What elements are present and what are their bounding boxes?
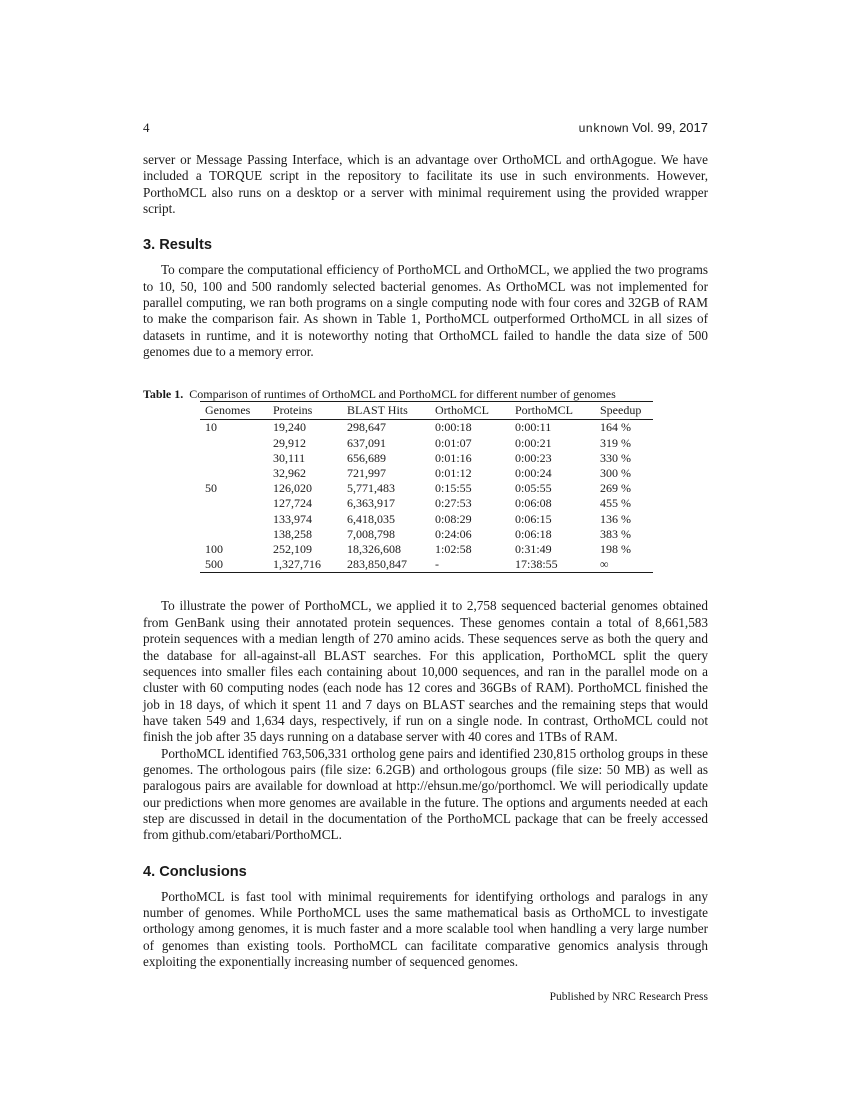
table-cell [200, 451, 268, 466]
table-row [200, 512, 653, 527]
table-cell: 252,109 [273, 542, 312, 557]
table-cell: 0:01:12 [435, 466, 472, 481]
table-cell: 127,724 [273, 496, 312, 511]
table-cell: 7,008,798 [347, 526, 395, 541]
col-speedup: Speedup [595, 402, 653, 420]
table-cell: 0:24:06 [435, 526, 472, 541]
table-cell: 18,326,608 [347, 542, 401, 557]
col-porthomcl: PorthoMCL [510, 402, 595, 420]
table-cell: 0:01:07 [435, 435, 472, 450]
table-cell: 0:01:16 [435, 450, 472, 465]
table-cell: 637,091 [347, 435, 386, 450]
table-row [200, 420, 653, 436]
table-body [200, 420, 653, 573]
table-cell: 0:15:55 [435, 481, 472, 496]
table-cell [200, 496, 268, 511]
table-cell: 319 % [600, 435, 631, 450]
table-cell: 1,327,716 [268, 557, 342, 573]
page-number: 4 [143, 120, 150, 135]
table-cell: 50 [205, 481, 217, 496]
table-cell: 0:06:18 [515, 526, 552, 541]
table-cell: 198 % [600, 542, 631, 557]
table-row [200, 481, 653, 496]
journal-volume: Vol. 99, 2017 [632, 120, 708, 135]
table-cell: - [430, 557, 510, 573]
table-cell: 6,418,035 [347, 511, 395, 526]
table-cell: 1:02:58 [435, 542, 472, 557]
table-cell: 656,689 [347, 450, 386, 465]
table-cell: 100 [205, 542, 223, 557]
table-cell: 164 % [600, 420, 631, 435]
table-cell: 0:31:49 [515, 542, 552, 557]
table-cell: 721,997 [347, 466, 386, 481]
table-cell [200, 436, 268, 451]
table-row [200, 496, 653, 511]
results-paragraph-2: To illustrate the power of PorthoMCL, we applied it to 2,758 sequenced bacterial genomes obtained from GenBank using their annotated protein sequences. These genomes contain a total of 8,661,583 protein sequences with a median length of 270 amino acids. These sequences serve as both the query and the database for all-against-all BLAST searches. For this application, PorthoMCL split the query sequences into smaller files each containing about 10,000 sequences, and ran in the parallel mode on a cluster with 60 computing nodes (each node has 12 cores and 36GBs of RAM). PorthoMCL finished the job in 18 days, of which it spent 11 and 7 days on BLAST searches and the remaining steps that would have taken 549 and 1,634 days, respectively, if run on a single node. In contrast, OrthoMCL could not finish the job after 35 days running on a database server with 40 cores and 1TBs of RAM. [143, 598, 708, 745]
table-cell: 0:00:18 [435, 420, 472, 435]
table-cell: 17:38:55 [510, 557, 595, 573]
table-cell: 126,020 [273, 481, 312, 496]
col-orthomcl: OrthoMCL [430, 402, 510, 420]
page-header [143, 120, 708, 138]
table-cell: 0:06:15 [515, 511, 552, 526]
table-cell: 283,850,847 [342, 557, 430, 573]
col-blast-hits: BLAST Hits [342, 402, 430, 420]
table-cell: 133,974 [273, 511, 312, 526]
table-cell: 6,363,917 [347, 496, 395, 511]
table-cell: 298,647 [347, 420, 386, 435]
intro-paragraph: server or Message Passing Interface, which is an advantage over OrthoMCL and orthAgogue. We have included a TORQUE script in the repository to facilitate its use in such environments. However, PorthoMCL also runs on a desktop or a server with minimal requirement using the provided wrapper script. [143, 152, 708, 217]
results-paragraph-3: PorthoMCL identified 763,506,331 ortholog gene pairs and identified 230,815 ortholog groups in these genomes. The orthologous pairs (file size: 6.2GB) and orthologous groups (file size: 50 MB) as well as paralogous pairs are available for download at http://ehsun.me/go/porthomcl. We will periodically update our predictions when more genomes are available in the future. The options and arguments needed at each step are discussed in detail in the documentation of the PorthoMCL package that can be freely accessed from github.com/etabari/PorthoMCL. [143, 745, 708, 843]
table-row [200, 527, 653, 542]
publisher-footer: Published by NRC Research Press [549, 991, 708, 1003]
table-row [200, 436, 653, 451]
table-header-row [200, 402, 653, 420]
page-content [143, 152, 708, 970]
table-cell: 0:05:55 [515, 481, 552, 496]
table-row [200, 557, 653, 573]
conclusions-heading: 4. Conclusions [143, 863, 247, 880]
table-cell: 383 % [600, 526, 631, 541]
conclusions-paragraph: PorthoMCL is fast tool with minimal requirements for identifying orthologs and paralogs in any number of genomes. While PorthoMCL uses the same mathematical basis as OrthoMCL to investigate orthology among genomes, it is much faster and a more scalable tool when handling a very large number of genomes than existing tools. PorthoMCL can facilitate comparative genomics analysis through exploiting the exponentially increasing number of sequenced genomes. [143, 888, 708, 969]
table-cell: 29,912 [273, 435, 306, 450]
table-cell: 138,258 [273, 526, 312, 541]
table-cell: 10 [205, 420, 217, 435]
col-proteins: Proteins [268, 402, 342, 420]
table-cell: 330 % [600, 450, 631, 465]
table-cell: 455 % [600, 496, 631, 511]
table-caption-text: Comparison of runtimes of OrthoMCL and PorthoMCL for different number of genomes [189, 387, 616, 402]
results-paragraph-1: To compare the computational efficiency of PorthoMCL and OrthoMCL, we applied the two programs to 10, 50, 100 and 500 randomly selected bacterial genomes. As OrthoMCL was not implemented for parallel computing, we ran both programs on a single computing node with four cores and 32GB of RAM to make the comparison fair. As shown in Table 1, PorthoMCL outperformed OrthoMCL in all sizes of datasets in runtime, and it is noteworthy noting that OrthoMCL failed to handle the data size of 500 genomes due to a memory error. [143, 262, 708, 360]
table-cell: 0:06:08 [515, 496, 552, 511]
table-cell: 0:00:24 [515, 466, 552, 481]
table-cell: 32,962 [273, 466, 306, 481]
table-label: Table 1. [143, 387, 184, 402]
table-cell: 0:08:29 [435, 511, 472, 526]
table-row [200, 451, 653, 466]
table-cell: ∞ [595, 557, 653, 573]
table-cell: 30,111 [273, 450, 306, 465]
table-cell [200, 512, 268, 527]
table-cell [200, 466, 268, 481]
table-cell: 0:27:53 [435, 496, 472, 511]
table-row [200, 542, 653, 557]
table-cell: 269 % [600, 481, 631, 496]
results-heading: 3. Results [143, 237, 212, 254]
table-cell: 0:00:11 [515, 420, 552, 435]
runtime-table [200, 401, 653, 573]
table-cell: 0:00:21 [515, 435, 552, 450]
journal-name: unknown [578, 122, 629, 136]
table-cell: 300 % [600, 466, 631, 481]
col-genomes: Genomes [200, 402, 268, 420]
table-cell: 5,771,483 [347, 481, 395, 496]
table-cell: 0:00:23 [515, 450, 552, 465]
table-row [200, 466, 653, 481]
table-cell: 136 % [600, 511, 631, 526]
journal-info [578, 120, 708, 136]
table-cell: 500 [200, 557, 268, 573]
table-cell [200, 527, 268, 542]
table-caption [143, 387, 708, 401]
table-cell: 19,240 [273, 420, 306, 435]
